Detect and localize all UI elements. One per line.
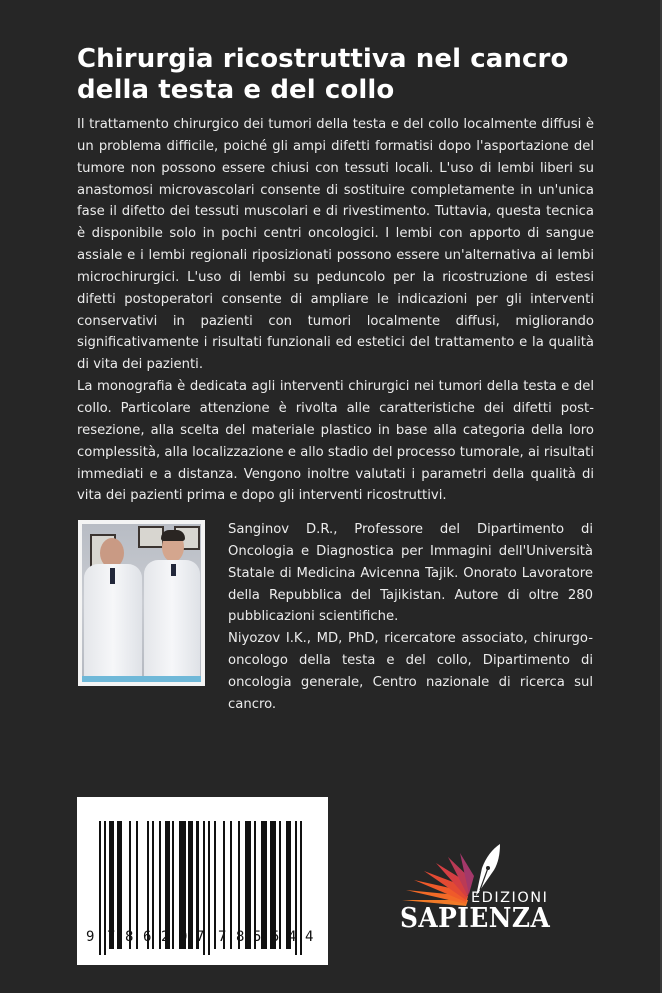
author-figure-left xyxy=(82,524,146,682)
book-title xyxy=(77,44,607,106)
author-bio-niyozov: Niyozov I.K., MD, PhD, ricercatore associato, chirurgo-oncologo della testa e del collo, Dipartimento di oncologia generale, Centro nazionale di ricerca sul cancro. xyxy=(228,631,593,712)
description-paragraph-1: Il trattamento chirurgico dei tumori della testa e del collo localmente diffusi è un problema difficile, poiché gli ampi difetti formatisi dopo l'asportazione del tumore non possono essere chiusi con tessuti locali. L'uso di lembi liberi su anastomosi microvascolari consente di sostituire completamente in un'unica fase il difetto dei tessuti muscolari e di rivestimento. Tuttavia, questa tecnica è disponibile solo in pochi centri oncologici. I lembi con apporto di sangue assiale e i lembi regionali riposizionati possono essere un'alternativa ai lembi microchirurgici. L'uso di lembi su peduncolo per la ricostruzione di estesi difetti postoperatori consente di ampliare le indicazioni per gli interventi conservativi in pazienti con tumori localmente diffusi, migliorando significativamente i risultati funzionali ed estetici del trattamento e la qualità di vita dei pazienti. xyxy=(77,117,594,373)
book-description xyxy=(77,114,594,507)
isbn-number: 9 7 8 6 2 0 7 7 8 5 5 4 4 xyxy=(86,929,314,945)
title-line-1: Chirurgia ricostruttiva nel cancro xyxy=(77,44,569,74)
author-bios xyxy=(228,519,593,716)
isbn-barcode xyxy=(77,797,328,965)
author-bio-sanginov: Sanginov D.R., Professore del Dipartimento di Oncologia e Diagnostica per Immagini dell'Università Statale di Medicina Avicenna Tajik. Onorato Lavoratore della Repubblica del Tajikistan. Autore di oltre 280 pubblicazioni scientifiche. xyxy=(228,522,593,625)
title-line-2: della testa e del collo xyxy=(77,75,395,105)
publisher-name-line2: SAPIENZA xyxy=(400,903,551,934)
publisher-name-line1: EDIZIONI xyxy=(471,890,549,906)
author-photo-image xyxy=(82,524,201,682)
author-figure-right xyxy=(144,524,201,682)
description-paragraph-2: La monografia è dedicata agli interventi chirurgici nei tumori della testa e del collo. Particolare attenzione è rivolta alle caratteristiche dei difetti post-resezione, alla scelta del materiale plastico in base alla categoria della loro complessità, alla localizzazione e allo stadio del processo tumorale, ai risultati immediati e a distanza. Vengono inoltre valutati i parametri della qualità di vita dei pazienti prima e dopo gli interventi ricostruttivi. xyxy=(77,379,594,504)
author-photo xyxy=(78,520,205,686)
